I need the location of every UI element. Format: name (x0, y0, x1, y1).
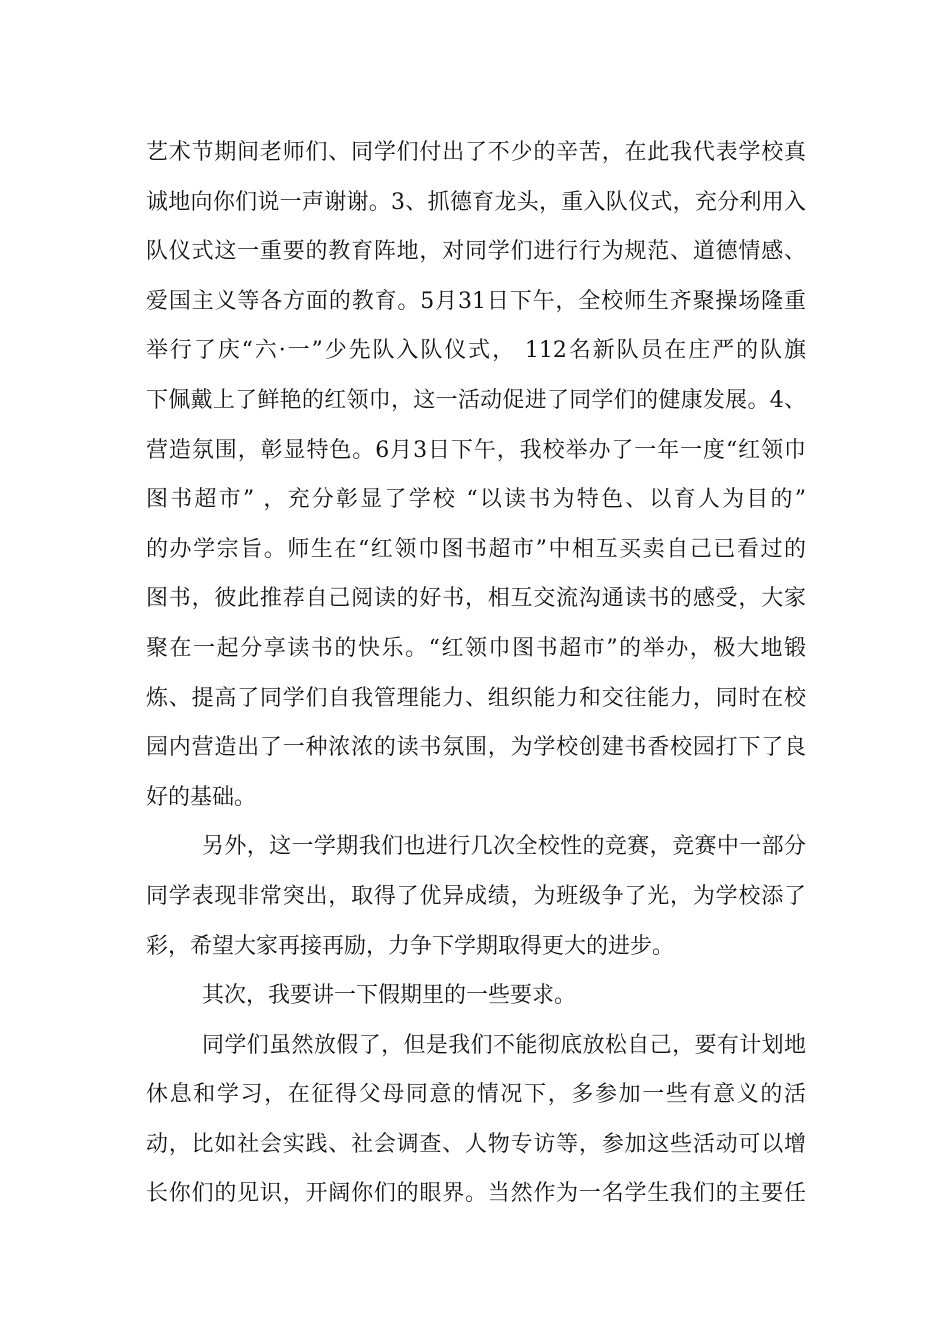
text-line: 的办学宗旨。师生在“红领巾图书超市”中相互买卖自己已看过的 (146, 536, 806, 562)
text-line: 艺术节期间老师们、同学们付出了不少的辛苦，在此我代表学校真 (146, 140, 806, 165)
text-line: 图书，彼此推荐自己阅读的好书，相互交流沟通读书的感受，大家 (146, 586, 806, 612)
paragraph-first-line: 其次，我要讲一下假期里的一些要求。 (202, 983, 577, 1009)
text-line: 休息和学习，在征得父母同意的情况下，多参加一些有意义的活 (146, 1082, 806, 1108)
text-line: 炼、提高了同学们自我管理能力、组织能力和交往能力，同时在校 (146, 685, 806, 711)
paragraph-first-line: 另外，这一学期我们也进行几次全校性的竞赛，竞赛中一部分 (202, 834, 806, 860)
text-line: 动，比如社会实践、社会调查、人物专访等，参加这些活动可以增 (146, 1131, 806, 1157)
text-line: 下佩戴上了鲜艳的红领巾，这一活动促进了同学们的健康发展。4、 (146, 387, 806, 413)
text-line: 诚地向你们说一声谢谢。3、抓德育龙头，重入队仪式，充分利用入 (146, 189, 806, 215)
text-line: 聚在一起分享读书的快乐。“红领巾图书超市”的举办，极大地锻 (146, 635, 806, 661)
text-line: 图书超市” ，充分彰显了学校 “以读书为特色、以育人为目的” (146, 487, 806, 513)
paragraph-first-line: 同学们虽然放假了，但是我们不能彻底放松自己，要有计划地 (202, 1032, 806, 1058)
text-line: 举行了庆“六·一”少先队入队仪式， 112名新队员在庄严的队旗 (146, 338, 806, 364)
text-line: 彩，希望大家再接再励，力争下学期取得更大的进步。 (146, 933, 675, 959)
text-line: 营造氛围，彰显特色。6月3日下午，我校举办了一年一度“红领巾 (146, 437, 806, 463)
text-line: 好的基础。 (146, 784, 257, 810)
text-line: 园内营造出了一种浓浓的读书氛围，为学校创建书香校园打下了良 (146, 735, 806, 761)
body-text (146, 128, 806, 1219)
text-line: 同学表现非常突出，取得了优异成绩，为班级争了光，为学校添了 (146, 883, 806, 909)
text-line: 队仪式这一重要的教育阵地，对同学们进行行为规范、道德情感、 (146, 239, 806, 265)
text-line: 长你们的见识，开阔你们的眼界。当然作为一名学生我们的主要任 (146, 1181, 806, 1207)
text-line: 爱国主义等各方面的教育。5月31日下午，全校师生齐聚操场隆重 (146, 288, 806, 314)
